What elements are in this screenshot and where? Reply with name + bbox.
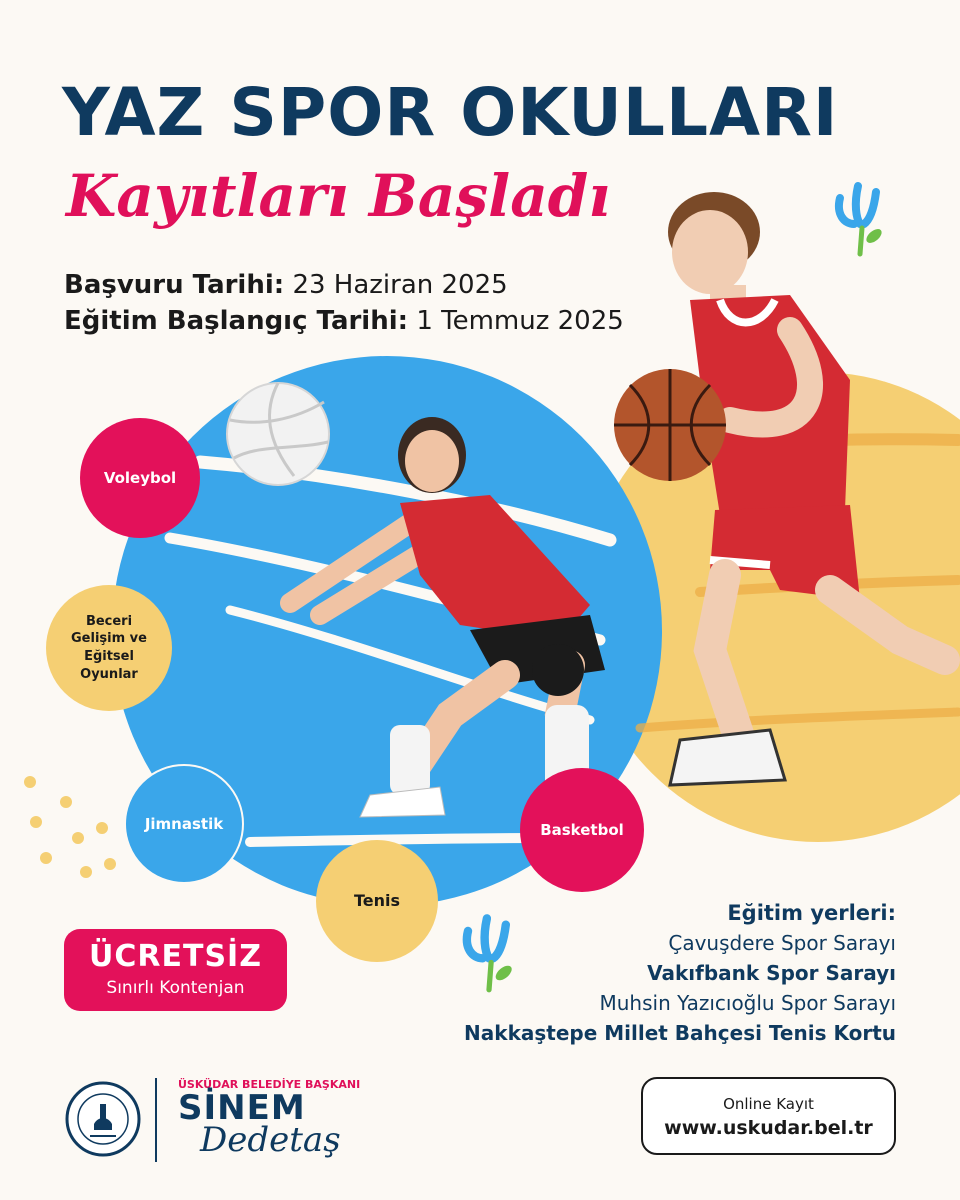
application-date-value: 23 Haziran 2025: [292, 270, 508, 300]
mayor-name: SİNEM: [178, 1088, 306, 1128]
mayor-signature: Dedetaş: [200, 1120, 341, 1160]
online-registration-link[interactable]: www.uskudar.bel.tr: [664, 1117, 873, 1139]
page-title: YAZ SPOR OKULLARI: [62, 74, 839, 151]
sport-bubble-basketbol: Basketbol: [520, 768, 644, 892]
basketball-icon: [610, 365, 730, 485]
location-item: Çavuşdere Spor Sarayı: [668, 931, 896, 955]
locations-heading: Eğitim yerleri:: [727, 901, 896, 925]
free-badge: [64, 929, 287, 1011]
municipality-seal-logo: [64, 1080, 142, 1158]
boy-basketball-player-icon: [610, 180, 960, 800]
sport-bubble-jimnastik: Jimnastik: [124, 764, 244, 884]
free-badge-subtitle: Sınırlı Kontenjan: [106, 978, 245, 998]
start-date-label: Eğitim Başlangıç Tarihi:: [64, 306, 409, 336]
application-date-label: Başvuru Tarihi:: [64, 270, 285, 300]
location-item: Nakkaştepe Millet Bahçesi Tenis Kortu: [464, 1021, 896, 1045]
sport-bubble-voleybol: Voleybol: [80, 418, 200, 538]
training-locations: [464, 898, 896, 1048]
footer-divider: [155, 1078, 157, 1162]
start-date: [64, 306, 624, 336]
free-badge-title: ÜCRETSİZ: [89, 939, 262, 974]
page-subtitle: Kayıtları Başladı: [66, 162, 611, 230]
mayor-title: ÜSKÜDAR BELEDİYE BAŞKANI: [178, 1078, 361, 1091]
online-registration-label: Online Kayıt: [723, 1095, 814, 1113]
sport-bubble-beceri: Beceri Gelişim ve Eğitsel Oyunlar: [46, 585, 172, 711]
online-registration-box[interactable]: [641, 1077, 896, 1155]
start-date-value: 1 Temmuz 2025: [416, 306, 624, 336]
location-item: Muhsin Yazıcıoğlu Spor Sarayı: [599, 991, 896, 1015]
sport-bubble-tenis: Tenis: [316, 840, 438, 962]
location-item: Vakıfbank Spor Sarayı: [647, 961, 896, 985]
application-date: [64, 270, 508, 300]
flower-decoration-icon: [830, 178, 890, 258]
